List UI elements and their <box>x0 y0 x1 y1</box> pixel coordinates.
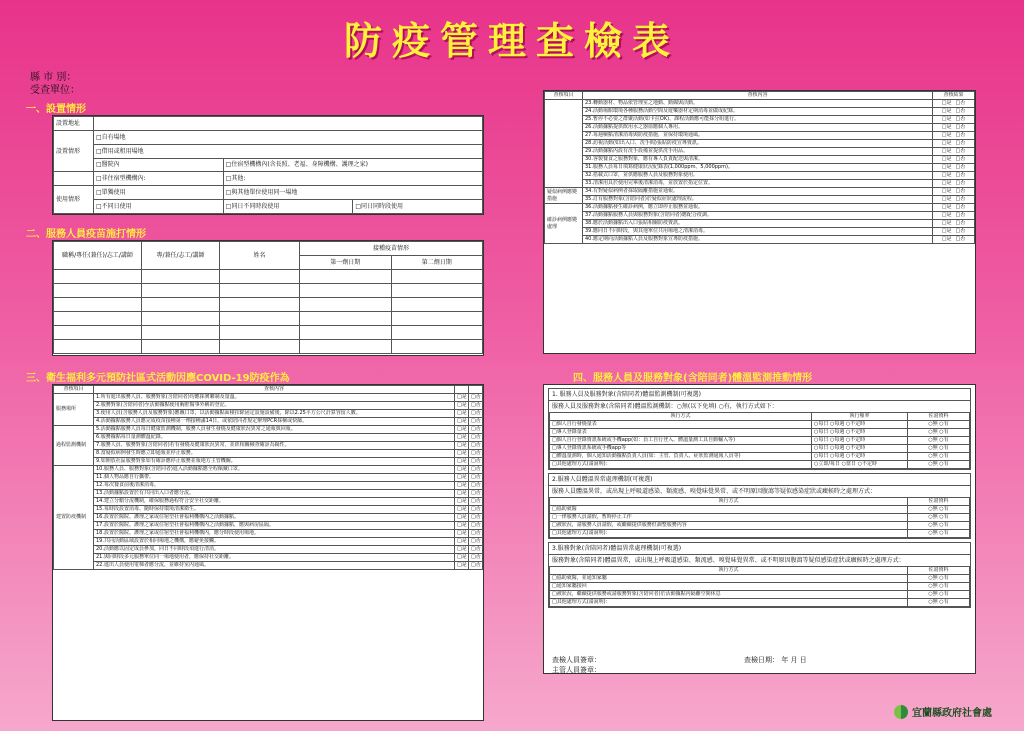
measure-content: 1.所有進出服務人員、服務對象(含陪同者)均應採實聯制及量溫。 <box>94 394 455 402</box>
result-no[interactable]: □否 <box>955 236 966 242</box>
use-opt-sameday-sametime[interactable]: □同日同時段使用 <box>353 200 483 214</box>
checker-signature[interactable]: 查檢人員簽章： <box>552 656 601 664</box>
measure-group: 建置防疫機制 <box>54 466 94 570</box>
use-opt-single[interactable]: □單獨使用 <box>94 186 224 200</box>
temperature-panel <box>543 384 976 674</box>
result-no[interactable]: □否 <box>955 172 966 178</box>
section2-title: 二、服務人員疫苗施打情形 <box>26 229 146 240</box>
header-position: 職稱/專任(兼任)/志工/講師 <box>54 242 142 270</box>
part3-title: 3.服務對象(含陪同者)體溫異常處理機制(可複選) <box>549 543 970 555</box>
check-row <box>545 204 975 212</box>
setup-opt-nonresidential[interactable]: □非住宿型機構內: <box>94 172 224 186</box>
part3-desc: 服務對象(含陪同者)體溫異常，或出現上呼吸道感染、類流感、嗅覺味覺異常、或不明原因腹瀉等疑似感染症狀或癥候時之處理方式： <box>552 557 905 564</box>
check-row <box>545 100 975 108</box>
result-yes[interactable]: □是 <box>455 474 469 482</box>
monitor-method[interactable]: □專人登錄量表 <box>550 429 812 437</box>
measure-content: 11.個人物品應自行攜帶。 <box>94 474 455 482</box>
use-opt-shared[interactable]: □與其他單位使用同一場地 <box>223 186 482 200</box>
check-result[interactable] <box>933 172 975 180</box>
address-label: 設置地址 <box>54 117 94 131</box>
result-yes[interactable]: □是 <box>455 522 469 530</box>
part2-box <box>548 473 971 539</box>
result-no[interactable]: □否 <box>469 402 483 410</box>
response-row <box>550 583 970 591</box>
use-opt-diffday[interactable]: □不同日使用 <box>94 200 224 214</box>
result-no[interactable]: □否 <box>955 108 966 114</box>
measure-content: 10.服務人員、服務對象(含陪同者)進入活動據點應全程佩戴口罩。 <box>94 466 455 474</box>
result-no[interactable]: □否 <box>955 204 966 210</box>
check-result[interactable] <box>933 124 975 132</box>
right-col-result: 查核結果 <box>933 92 975 100</box>
measure-row <box>54 418 483 426</box>
check-content: 37.活動據點服務人員與服務對象(含陪同者)應配合疫調。 <box>583 212 933 220</box>
p3-col-method: 執行方式 <box>550 567 908 575</box>
p3-col-note: 佐證資料 <box>908 567 970 575</box>
part2-title: 2.服務人員體溫異常處理機制(可複選) <box>549 474 970 486</box>
header-vaccine: 接種疫苗情形 <box>300 242 483 256</box>
result-no[interactable]: □否 <box>469 482 483 490</box>
setup-label: 設置情形 <box>54 130 94 172</box>
check-result[interactable] <box>933 196 975 204</box>
measure-content: 15.每時段設置消毒、隨時保持環境清潔衛生。 <box>94 506 455 514</box>
monitor-row <box>550 421 970 429</box>
check-group: 疑似病例應變措施 <box>545 188 583 204</box>
measure-row <box>54 458 483 466</box>
response-note[interactable]: ○無 ○有 <box>908 530 970 538</box>
result-no[interactable]: □否 <box>469 538 483 546</box>
setup-opt-other[interactable]: □其他: <box>223 172 482 186</box>
part1-intro: 服務人員及服務對象(含陪同者)體溫監測機制：○無(以下免填) ○有，執行方式如下： <box>552 403 778 410</box>
check-row <box>545 116 975 124</box>
result-no[interactable]: □否 <box>955 140 966 146</box>
response-method[interactable]: □通知家屬接回 <box>550 583 908 591</box>
p1-col-freq: 執行頻率 <box>812 413 908 421</box>
part1-title: 1. 服務人員及服務對象(含陪同者)體溫監測機制(可複選) <box>549 389 970 401</box>
measure-row <box>54 506 483 514</box>
result-yes[interactable]: □是 <box>941 140 952 146</box>
result-yes[interactable]: □是 <box>941 164 952 170</box>
check-row <box>545 220 975 228</box>
measure-content: 5.活動據點服務人員每日健康監測機制，服務人員發生發燒及健康狀況異常之通報與回報。 <box>94 426 455 434</box>
result-no[interactable]: □否 <box>469 410 483 418</box>
result-no[interactable]: □否 <box>955 180 966 186</box>
result-yes[interactable]: □是 <box>941 220 952 226</box>
measure-row <box>54 546 483 554</box>
check-row <box>545 124 975 132</box>
result-no[interactable]: □否 <box>955 100 966 106</box>
result-yes[interactable]: □是 <box>455 426 469 434</box>
measure-content: 9.如開放社區服務對象如有確診應停止服務並報地方主管機關。 <box>94 458 455 466</box>
check-row <box>545 212 975 220</box>
result-yes[interactable]: □是 <box>941 148 952 154</box>
check-result[interactable] <box>933 236 975 244</box>
result-no[interactable]: □否 <box>469 554 483 562</box>
setup-opt-residential[interactable]: □住宿型機構內(含長照、老福、身障機構、護理之家) <box>223 158 482 172</box>
measure-group: 服務場所 <box>54 394 94 426</box>
monitor-method[interactable]: □個人自行發燒量表 <box>550 421 812 429</box>
result-no[interactable]: □否 <box>469 418 483 426</box>
monitor-row <box>550 453 970 461</box>
check-group <box>545 100 583 188</box>
response-row <box>550 522 970 530</box>
monitor-note[interactable]: ○無 ○有 <box>908 445 970 453</box>
check-result[interactable] <box>933 188 975 196</box>
measure-content: 20.活動應以固定成員參加，同日不同時段須進行清消。 <box>94 546 455 554</box>
result-no[interactable]: □否 <box>469 506 483 514</box>
measure-content: 3.使用人員(含服務人員及服務對象)應戴口罩，以活動據點面積扣除固定設施設備後，除以2.25平方公尺計算容留人數。 <box>94 410 455 418</box>
measure-row <box>54 466 483 474</box>
check-content: 35.訂有服務對象(含陪同者)於疑似症狀處理流程。 <box>583 196 933 204</box>
response-row <box>550 591 970 599</box>
monitor-method[interactable]: □個人自行登錄資訊系統或手機app(如：員工自行登入、體溫量測工具自動輸入等) <box>550 437 812 445</box>
check-row <box>545 188 975 196</box>
result-no[interactable]: □否 <box>955 116 966 122</box>
org-logo <box>894 704 992 719</box>
result-no[interactable]: □否 <box>469 522 483 530</box>
check-row <box>545 180 975 188</box>
check-result[interactable] <box>933 164 975 172</box>
result-no[interactable]: □否 <box>955 188 966 194</box>
measure-row <box>54 450 483 458</box>
measure-row <box>54 442 483 450</box>
measure-row <box>54 522 483 530</box>
result-no[interactable]: □否 <box>469 530 483 538</box>
result-no[interactable]: □否 <box>469 458 483 466</box>
setup-opt-own[interactable]: □自有場地 <box>94 130 483 144</box>
measure-content: 8.當疑似病例發生時應立即通報並停止服務。 <box>94 450 455 458</box>
result-no[interactable]: □否 <box>955 196 966 202</box>
check-content: 30.客製餐食之服務對象，應有專人負責配送與清潔。 <box>583 156 933 164</box>
result-yes[interactable]: □是 <box>941 124 952 130</box>
check-row <box>545 108 975 116</box>
check-content: 38.應於活動據點出入口張貼相關防疫資訊。 <box>583 220 933 228</box>
section1-title: 一、設置情形 <box>26 104 86 115</box>
check-content: 40.應定期向活動據點人員及服務對象宣導防疫措施。 <box>583 236 933 244</box>
measure-content: 14.建立分艙分流機制，確保服務過程符合安全社交距離。 <box>94 498 455 506</box>
result-no[interactable]: □否 <box>469 394 483 402</box>
measure-content: 7.服務人員、服務對象(含陪同者)若有發燒及健康狀況異常，並經相關檢查確診為陽性。 <box>94 442 455 450</box>
response-row <box>550 506 970 514</box>
response-method[interactable]: □被狀況，繼續提供服務或請服務對象(含陪同者)於活動據點內隔離空間休息 <box>550 591 908 599</box>
result-yes[interactable]: □是 <box>455 538 469 546</box>
result-no[interactable]: □否 <box>955 212 966 218</box>
result-yes[interactable]: □是 <box>941 228 952 234</box>
check-result[interactable] <box>933 212 975 220</box>
result-yes[interactable]: □是 <box>941 180 952 186</box>
result-no[interactable]: □否 <box>469 562 483 570</box>
response-method[interactable]: □一律服務人員請假，暫時停止工作 <box>550 514 908 522</box>
check-result[interactable] <box>933 116 975 124</box>
section4-title: 四、服務人員及服務對象(含陪同者)體溫監測推動情形 <box>573 373 813 384</box>
result-yes[interactable]: □是 <box>455 482 469 490</box>
measure-row <box>54 530 483 538</box>
check-result[interactable] <box>933 148 975 156</box>
result-yes[interactable]: □是 <box>455 434 469 442</box>
check-content: 28.訪視活動(如出入口、洗手間)張貼防疫宣導資訊。 <box>583 140 933 148</box>
result-no[interactable]: □否 <box>469 434 483 442</box>
check-result[interactable] <box>933 180 975 188</box>
check-content: 24.活動場館環境各種服務活動空間及遊樂器材定期消毒並做成紀錄。 <box>583 108 933 116</box>
use-label: 使用情形 <box>54 186 94 214</box>
monitor-row <box>550 461 970 469</box>
response-row <box>550 530 970 538</box>
measure-row <box>54 482 483 490</box>
check-result[interactable] <box>933 132 975 140</box>
vaccine-row[interactable] <box>54 284 483 298</box>
measure-content: 12.每次餐食前後清潔消毒。 <box>94 482 455 490</box>
monitor-freq[interactable]: ○每日 ○每週 ○不定時 <box>812 429 908 437</box>
setup-opt-rent[interactable]: □借用或租用場地 <box>94 144 483 158</box>
response-note[interactable]: ○無 ○有 <box>908 506 970 514</box>
response-note[interactable]: ○無 ○有 <box>908 599 970 607</box>
check-result[interactable] <box>933 140 975 148</box>
result-yes[interactable]: □是 <box>455 418 469 426</box>
result-no[interactable]: □否 <box>955 148 966 154</box>
result-yes[interactable]: □是 <box>455 402 469 410</box>
vaccine-panel <box>52 240 484 356</box>
result-no[interactable]: □否 <box>469 450 483 458</box>
check-content: 34.有對疑似病例者採取隔離措施並通報。 <box>583 188 933 196</box>
check-content: 39.應同日不同時段，與其他單位共用場地之清潔消毒。 <box>583 228 933 236</box>
check-content: 33.清潔用具於使用完畢後清潔消毒，並放置於指定位置。 <box>583 180 933 188</box>
result-yes[interactable]: □是 <box>455 562 469 570</box>
response-method[interactable]: □協助就醫，並通知家屬 <box>550 575 908 583</box>
result-yes[interactable]: □是 <box>941 100 952 106</box>
right-col-content: 查核內容 <box>583 92 933 100</box>
header-name: 姓名 <box>220 242 300 270</box>
county-label: 縣 市 別： <box>30 72 77 83</box>
check-result[interactable] <box>933 100 975 108</box>
result-yes[interactable]: □是 <box>455 410 469 418</box>
monitor-freq[interactable]: ○每日 ○每週 ○不定時 <box>812 453 908 461</box>
unit-label: 受查單位： <box>30 85 80 96</box>
monitor-row <box>550 445 970 453</box>
check-row <box>545 132 975 140</box>
response-method[interactable]: □被狀況，請服務人員請假，或繼續提供服務但調整服務內容 <box>550 522 908 530</box>
result-no[interactable]: □否 <box>955 132 966 138</box>
part1-box <box>548 388 971 470</box>
check-row <box>545 148 975 156</box>
col-item: 查核項目 <box>54 386 94 394</box>
header-dose1: 第一劑日期 <box>300 256 392 270</box>
result-no[interactable]: □否 <box>469 474 483 482</box>
part2-desc: 服務人員體溫異常，或出現上呼吸道感染、類流感、嗅覺味覺異常、或不明原因腹瀉等疑似感染症狀或癥候時之處理方式： <box>552 488 877 495</box>
result-yes[interactable]: □是 <box>455 466 469 474</box>
check-result[interactable] <box>933 156 975 164</box>
check-content: 25.暫停不必要之群聚活動(如卡拉OK)、課程活動應可能採分組進行。 <box>583 116 933 124</box>
col-content: 查核內容 <box>94 386 455 394</box>
check-result[interactable] <box>933 204 975 212</box>
measure-content: 2.服務對象(含陪同者)至活動據點使用胸腔醫事外稱的登記。 <box>94 402 455 410</box>
part3-box <box>548 542 971 608</box>
right-col-item: 查核項目 <box>545 92 583 100</box>
response-method[interactable]: □其他處理方式(請說明)： <box>550 530 908 538</box>
monitor-freq[interactable]: ○每日 ○每週 ○不定時 <box>812 445 908 453</box>
response-note[interactable]: ○無 ○有 <box>908 514 970 522</box>
check-content: 23.轉動器材、物品依管理室之地動、動線與活動。 <box>583 100 933 108</box>
response-method[interactable]: □協助就醫 <box>550 506 908 514</box>
check-content: 32.搭載式口罩，並供應服務人員及服務對象使用。 <box>583 172 933 180</box>
check-result[interactable] <box>933 228 975 236</box>
p1-col-method: 執行方式 <box>550 413 812 421</box>
check-result[interactable] <box>933 220 975 228</box>
result-yes[interactable]: □是 <box>941 156 952 162</box>
result-yes[interactable]: □是 <box>941 236 952 242</box>
check-row <box>545 164 975 172</box>
monitor-method[interactable]: □其他處理方式(請說明)： <box>550 461 812 469</box>
response-method[interactable]: □其他處理方式(請說明)： <box>550 599 908 607</box>
result-no[interactable]: □否 <box>955 124 966 130</box>
measure-row <box>54 434 483 442</box>
vaccine-row[interactable] <box>54 298 483 312</box>
check-content: 29.活動據點內設有洗手設備並提供洗手用品。 <box>583 148 933 156</box>
measure-group: 過程監測機制 <box>54 426 94 466</box>
check-row <box>545 140 975 148</box>
monitor-freq[interactable]: ○立即/每日 ○當日 ○不定時 <box>812 461 908 469</box>
result-yes[interactable]: □是 <box>941 132 952 138</box>
monitor-note[interactable]: ○無 ○有 <box>908 461 970 469</box>
p2-col-note: 佐證資料 <box>908 498 970 506</box>
result-no[interactable]: □否 <box>469 514 483 522</box>
check-row <box>545 172 975 180</box>
result-no[interactable]: □否 <box>469 466 483 474</box>
check-row <box>545 228 975 236</box>
checklist-panel <box>543 90 976 354</box>
vaccine-row[interactable] <box>54 270 483 284</box>
vaccine-row[interactable] <box>54 326 483 340</box>
page-title: 防疫管理查檢表 <box>343 19 680 63</box>
check-date[interactable]: 查檢日期： 年 月 日 <box>744 656 807 664</box>
measure-row <box>54 394 483 402</box>
measure-row <box>54 402 483 410</box>
check-row <box>545 236 975 244</box>
result-yes[interactable]: □是 <box>941 172 952 178</box>
result-yes[interactable]: □是 <box>455 490 469 498</box>
check-result[interactable] <box>933 108 975 116</box>
result-yes[interactable]: □是 <box>941 108 952 114</box>
result-yes[interactable]: □是 <box>941 116 952 122</box>
result-yes[interactable]: □是 <box>941 212 952 218</box>
response-note[interactable]: ○無 ○有 <box>908 591 970 599</box>
result-yes[interactable]: □是 <box>941 204 952 210</box>
measure-row <box>54 538 483 546</box>
setup-opt-hospital[interactable]: □醫院內 <box>94 158 224 172</box>
response-row <box>550 599 970 607</box>
result-no[interactable]: □否 <box>955 164 966 170</box>
org-name: 宜蘭縣政府社會處 <box>912 708 992 719</box>
monitor-method[interactable]: □體溫量測時，個人通知活動據點負責人員(如：主管、負責人、症狀監測通報人員等) <box>550 453 812 461</box>
measure-content: 13.活動據點設置於有共同出入口者應分流。 <box>94 490 455 498</box>
measure-content: 22.進出人員使用電梯者應分流，並維持室內通風。 <box>94 562 455 570</box>
org-logo-icon <box>894 705 908 719</box>
monitor-freq[interactable]: ○每日 ○每週 ○不定時 <box>812 421 908 429</box>
vaccine-row[interactable] <box>54 312 483 326</box>
result-yes[interactable]: □是 <box>455 450 469 458</box>
response-note[interactable]: ○無 ○有 <box>908 583 970 591</box>
setup-panel <box>52 115 484 215</box>
check-content: 26.活動據點提供飲用水之器皿應個人專用。 <box>583 124 933 132</box>
result-no[interactable]: □否 <box>955 228 966 234</box>
measure-row <box>54 474 483 482</box>
result-yes[interactable]: □是 <box>455 442 469 450</box>
measure-content: 17.設置於醫院、護理之家或住宿型社會福利機構內之活動據點，應與病房區隔。 <box>94 522 455 530</box>
check-content: 36.活動據點發生確診病例，應立即停止服務並通報。 <box>583 204 933 212</box>
monitor-note[interactable]: ○無 ○有 <box>908 429 970 437</box>
measure-row <box>54 426 483 434</box>
result-no[interactable]: □否 <box>469 546 483 554</box>
measure-content: 4.活動據點服務人員應完成疫苗接種第一劑接種滿14日，或依陪同者規定辦理PCR採檢或快篩。 <box>94 418 455 426</box>
result-yes[interactable]: □是 <box>455 530 469 538</box>
measure-row <box>54 498 483 506</box>
check-content: 31.服務人員每日填寫健康狀況紀錄表(1,000ppm、5,000ppm)。 <box>583 164 933 172</box>
response-row <box>550 514 970 522</box>
result-yes[interactable]: □是 <box>455 394 469 402</box>
monitor-note[interactable]: ○無 ○有 <box>908 437 970 445</box>
result-yes[interactable]: □是 <box>455 506 469 514</box>
covid-measures-panel <box>52 384 484 721</box>
result-no[interactable]: □否 <box>955 220 966 226</box>
result-yes[interactable]: □是 <box>941 188 952 194</box>
result-no[interactable]: □否 <box>469 490 483 498</box>
supervisor-signature[interactable]: 主管人員簽章： <box>552 666 601 674</box>
measure-row <box>54 562 483 570</box>
measure-row <box>54 514 483 522</box>
result-yes[interactable]: □是 <box>455 458 469 466</box>
result-no[interactable]: □否 <box>469 498 483 506</box>
result-no[interactable]: □否 <box>955 156 966 162</box>
measure-content: 18.設置於醫院、護理之家或住宿型社會福利機構內，應分時段使用場地。 <box>94 530 455 538</box>
vaccine-row[interactable] <box>54 340 483 354</box>
check-group: 確診病例應變處理 <box>545 204 583 244</box>
monitor-row <box>550 437 970 445</box>
measure-content: 16.設置於醫院、護理之家或住宿型社會福利機構內之活動據點。 <box>94 514 455 522</box>
result-no[interactable]: □否 <box>469 442 483 450</box>
measure-row <box>54 490 483 498</box>
measure-row <box>54 410 483 418</box>
use-opt-sameday-difftime[interactable]: □同日不同時段使用 <box>223 200 353 214</box>
monitor-method[interactable]: □專人登錄資訊系統或手機app等 <box>550 445 812 453</box>
monitor-row <box>550 429 970 437</box>
check-row <box>545 156 975 164</box>
p1-col-note: 佐證資料 <box>908 413 970 421</box>
result-yes[interactable]: □是 <box>455 498 469 506</box>
result-yes[interactable]: □是 <box>455 546 469 554</box>
check-row <box>545 196 975 204</box>
response-note[interactable]: ○無 ○有 <box>908 522 970 530</box>
result-yes[interactable]: □是 <box>455 554 469 562</box>
monitor-freq[interactable]: ○每日 ○每週 ○不定時 <box>812 437 908 445</box>
section3-title: 三、衛生福利多元預防社區式活動因應COVID-19防疫作為 <box>26 373 290 384</box>
monitor-note[interactable]: ○無 ○有 <box>908 453 970 461</box>
result-no[interactable]: □否 <box>469 426 483 434</box>
response-row <box>550 575 970 583</box>
measure-content: 21.與同時段多元服務單位同一場地使用者，應保持社交距離。 <box>94 554 455 562</box>
measure-content: 6.服務據點每日量測體溫紀錄。 <box>94 434 455 442</box>
measure-content: 19.共同活動區域設置於相同場地之機構，應避免接觸。 <box>94 538 455 546</box>
monitor-note[interactable]: ○無 ○有 <box>908 421 970 429</box>
p2-col-method: 執行方式 <box>550 498 908 506</box>
result-yes[interactable]: □是 <box>455 514 469 522</box>
check-content: 27.每週檢點清潔消毒與防疫措施，並保持環境通風。 <box>583 132 933 140</box>
result-yes[interactable]: □是 <box>941 196 952 202</box>
measure-row <box>54 554 483 562</box>
header-role: 專/兼任/志工/講師 <box>142 242 220 270</box>
response-note[interactable]: ○無 ○有 <box>908 575 970 583</box>
header-dose2: 第二劑日期 <box>391 256 483 270</box>
